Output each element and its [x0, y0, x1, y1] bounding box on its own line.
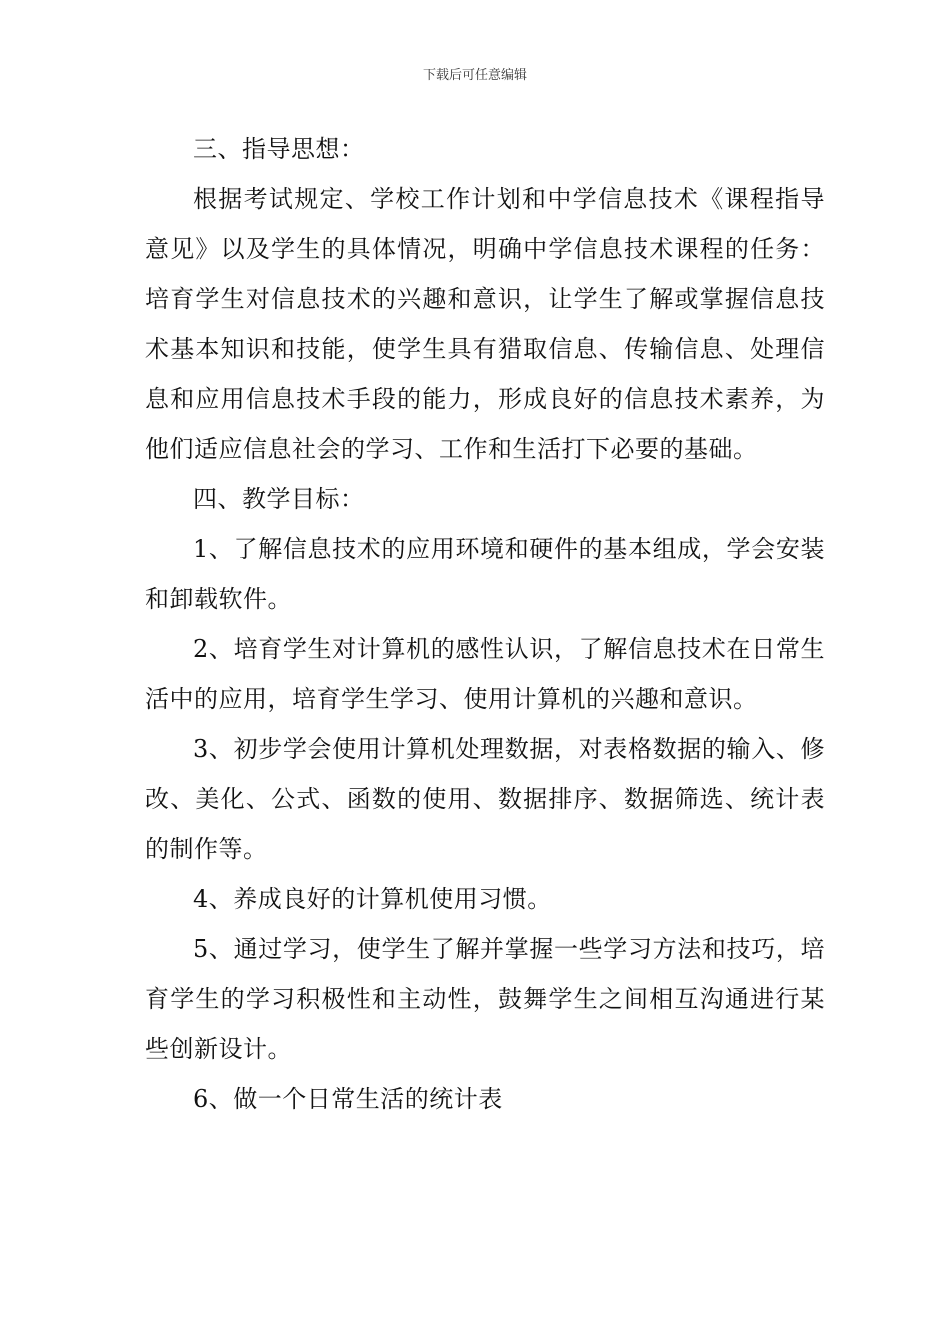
goal-item-3: 3、初步学会使用计算机处理数据，对表格数据的输入、修改、美化、公式、函数的使用、数据排序、数据筛选、统计表的制作等。 [145, 735, 825, 863]
section-heading-goals: 四、教学目标： [193, 485, 365, 513]
guiding-paragraph: 根据考试规定、学校工作计划和中学信息技术《课程指导意见》以及学生的具体情况，明确中学信息技术课程的任务：培育学生对信息技术的兴趣和意识，让学生了解或掌握信息技术基本知识和技能，使学生具有猎取信息、传输信息、处理信息和应用信息技术手段的能力，形成良好的信息技术素养，为他们适应信息社会的学习、工作和生活打下必要的基础。 [145, 185, 825, 463]
section-heading-guiding: 三、指导思想： [193, 135, 365, 163]
goal-item-5: 5、通过学习，使学生了解并掌握一些学习方法和技巧，培育学生的学习积极性和主动性，鼓舞学生之间相互沟通进行某些创新设计。 [145, 935, 825, 1063]
goal-item-4: 4、养成良好的计算机使用习惯。 [193, 885, 552, 913]
document-body [145, 124, 825, 1124]
goal-item-1: 1、了解信息技术的应用环境和硬件的基本组成，学会安装和卸载软件。 [145, 535, 825, 613]
goal-item-6: 6、做一个日常生活的统计表 [193, 1085, 503, 1113]
goal-item-2: 2、培育学生对计算机的感性认识，了解信息技术在日常生活中的应用，培育学生学习、使用计算机的兴趣和意识。 [145, 635, 825, 713]
page-header-note: 下载后可任意编辑 [422, 68, 527, 83]
